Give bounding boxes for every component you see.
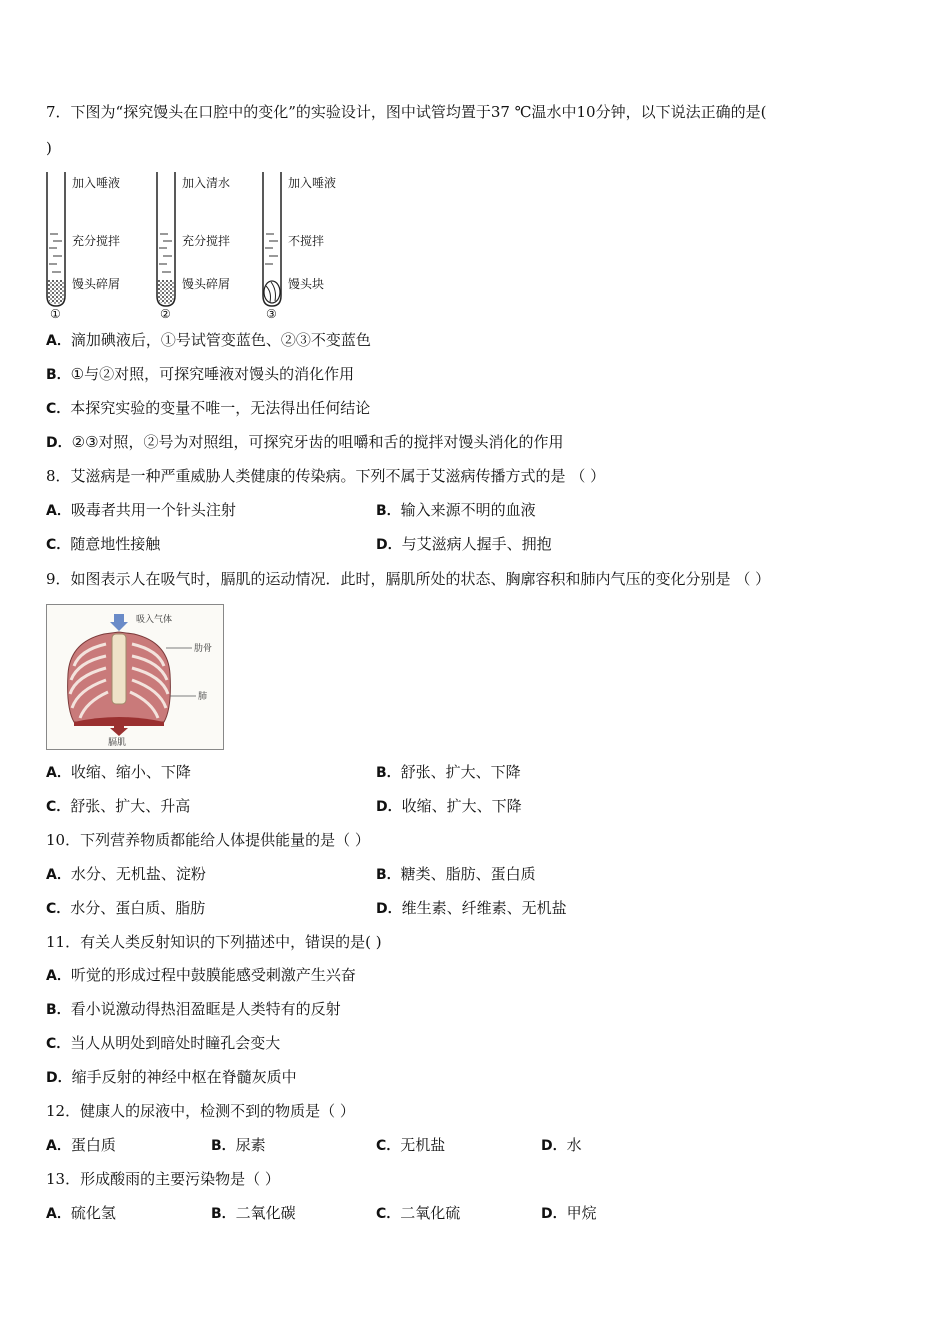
q9-option-a: A．收缩、缩小、下降: [46, 763, 191, 781]
q10-option-d: D．维生素、纤维素、无机盐: [376, 899, 567, 917]
q10-option-b: B．糖类、脂肪、蛋白质: [376, 865, 536, 883]
q12-option-b: B．尿素: [211, 1136, 266, 1154]
q7-stem: 7．下图为“探究馒头在口腔中的变化”的实验设计，图中试管均置于37 ℃温水中10分钟，以下说法正确的是(: [46, 103, 767, 121]
q11-option-c: C．当人从明处到暗处时瞳孔会变大: [46, 1034, 281, 1052]
q12-option-d: D．水: [541, 1136, 582, 1154]
q9-option-d: D．收缩、扩大、下降: [376, 797, 522, 815]
q8-option-b: B．输入来源不明的血液: [376, 501, 536, 519]
test-tube-diagram: [44, 168, 354, 320]
q13-option-c: C．二氧化硫: [376, 1204, 461, 1222]
q13-stem: 13．形成酸雨的主要污染物是（ ）: [46, 1170, 280, 1188]
diaphragm-label: 膈肌: [108, 738, 127, 748]
q11-option-a: A．听觉的形成过程中鼓膜能感受刺激产生兴奋: [46, 966, 356, 984]
q13-option-d: D．甲烷: [541, 1204, 597, 1222]
q13-option-b: B．二氧化碳: [211, 1204, 296, 1222]
q7-option-b: B．①与②对照，可探究唾液对馒头的消化作用: [46, 365, 355, 383]
q8-option-d: D．与艾滋病人握手、拥抱: [376, 535, 552, 553]
rib-label: 肋骨: [194, 644, 213, 654]
q11-option-b: B．看小说激动得热泪盈眶是人类特有的反射: [46, 1000, 341, 1018]
tube-3-mid-label: 不搅拌: [288, 234, 325, 248]
q7-option-a: A．滴加碘液后，①号试管变蓝色、②③不变蓝色: [46, 331, 371, 349]
q7-test-tube-figure: [44, 168, 354, 324]
q11-option-d: D．缩手反射的神经中枢在脊髓灰质中: [46, 1068, 297, 1086]
q10-option-c: C．水分、蛋白质、脂肪: [46, 899, 206, 917]
q9-option-c: C．舒张、扩大、升高: [46, 797, 191, 815]
q12-option-a: A．蛋白质: [46, 1136, 116, 1154]
tube-1-top-label: 加入唾液: [72, 176, 121, 190]
tube-2: [157, 172, 230, 320]
tube-1-number: ①: [50, 307, 61, 320]
q9-option-b: B．舒张、扩大、下降: [376, 763, 521, 781]
q11-stem: 11．有关人类反射知识的下列描述中，错误的是( ): [46, 933, 382, 951]
air-label: 吸入气体: [136, 615, 173, 625]
tube-1-mid-label: 充分搅拌: [72, 234, 121, 248]
tube-1-bottom-label: 馒头碎屑: [72, 277, 121, 291]
tube-2-bottom-label: 馒头碎屑: [182, 277, 231, 291]
ribcage-diagram: [46, 604, 224, 750]
tube-2-top-label: 加入清水: [182, 176, 231, 190]
q9-ribcage-figure: [46, 604, 224, 754]
tube-3-bottom-label: 馒头块: [288, 277, 325, 291]
q7-option-d: D．②③对照，②号为对照组，可探究牙齿的咀嚼和舌的搅拌对馒头消化的作用: [46, 433, 564, 451]
q8-option-c: C．随意地性接触: [46, 535, 161, 553]
q8-stem: 8．艾滋病是一种严重威胁人类健康的传染病。下列不属于艾滋病传播方式的是 （ ）: [46, 467, 606, 485]
q13-option-a: A．硫化氢: [46, 1204, 116, 1222]
q8-option-a: A．吸毒者共用一个针头注射: [46, 501, 236, 519]
tube-3-top-label: 加入唾液: [288, 176, 337, 190]
tube-3: [263, 172, 336, 320]
q12-option-c: C．无机盐: [376, 1136, 446, 1154]
q10-option-a: A．水分、无机盐、淀粉: [46, 865, 206, 883]
tube-3-number: ③: [266, 307, 277, 320]
q9-stem: 9．如图表示人在吸气时，膈肌的运动情况．此时，膈肌所处的状态、胸廓容积和肺内气压的变化分别是 （ ）: [46, 570, 771, 588]
q7-stem-continued: ): [46, 139, 52, 157]
q10-stem: 10．下列营养物质都能给人体提供能量的是（ ）: [46, 831, 370, 849]
tube-2-number: ②: [160, 307, 171, 320]
tube-1: [47, 172, 120, 320]
tube-2-mid-label: 充分搅拌: [182, 234, 231, 248]
q7-option-c: C．本探究实验的变量不唯一，无法得出任何结论: [46, 399, 371, 417]
q12-stem: 12．健康人的尿液中，检测不到的物质是（ ）: [46, 1102, 355, 1120]
lung-label: 肺: [198, 692, 208, 702]
